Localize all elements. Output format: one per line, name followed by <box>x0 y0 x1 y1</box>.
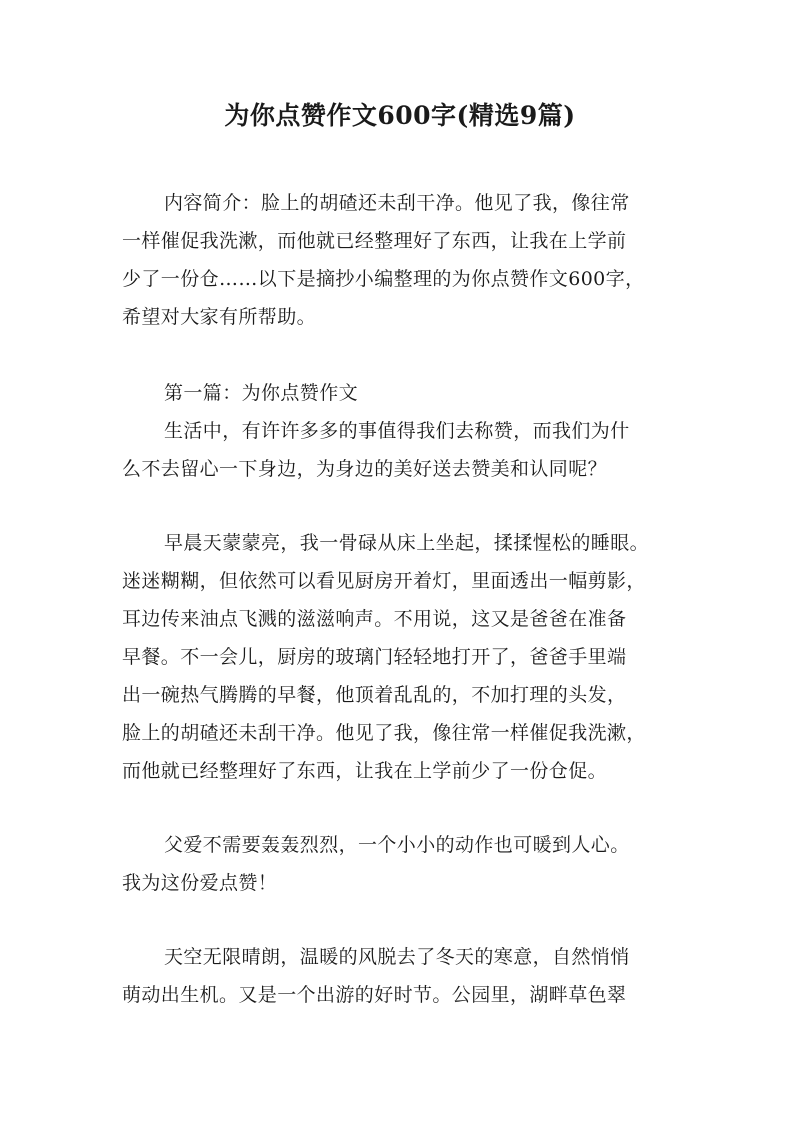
intro-paragraph <box>122 184 682 336</box>
paragraph-line: 我为这份爱点赞！ <box>122 872 278 894</box>
intro-line: 少了一份仓……以下是摘抄小编整理的为你点赞作文600字， <box>122 268 645 290</box>
paragraph-line: 天空无限晴朗，温暖的风脱去了冬天的寒意，自然悄悄 <box>164 946 630 968</box>
paragraph-line: 生活中，有许许多多的事值得我们去称赞，而我们为什 <box>164 420 630 442</box>
paragraph-line: 么不去留心一下身边，为身边的美好送去赞美和认同呢？ <box>122 458 608 480</box>
paragraph-line: 耳边传来油点飞溅的滋滋响声。不用说，这又是爸爸在准备 <box>122 608 627 630</box>
section-1-paragraph-2 <box>122 524 682 790</box>
paragraph-line: 出一碗热气腾腾的早餐，他顶着乱乱的，不加打理的头发， <box>122 684 627 706</box>
intro-line: 一样催促我洗漱，而他就已经整理好了东西，让我在上学前 <box>122 230 627 252</box>
section-1-paragraph-4 <box>122 938 682 1014</box>
paragraph-line: 迷迷糊糊，但依然可以看见厨房开着灯，里面透出一幅剪影， <box>122 570 646 592</box>
section-heading: 第一篇：为你点赞作文 <box>164 382 359 404</box>
section-1-heading-block <box>122 374 682 412</box>
paragraph-line: 早晨天蒙蒙亮，我一骨碌从床上坐起，揉揉惺松的睡眼。 <box>164 532 650 554</box>
paragraph-line: 而他就已经整理好了东西，让我在上学前少了一份仓促。 <box>122 760 608 782</box>
document-title: 为你点赞作文600字(精选9篇) <box>224 101 576 130</box>
intro-line: 内容简介：脸上的胡碴还未刮干净。他见了我，像往常 <box>164 192 630 214</box>
paragraph-line: 脸上的胡碴还未刮干净。他见了我，像往常一样催促我洗漱， <box>122 722 646 744</box>
intro-line: 希望对大家有所帮助。 <box>122 306 317 328</box>
paragraph-line: 萌动出生机。又是一个出游的好时节。公园里，湖畔草色翠 <box>122 984 627 1006</box>
section-1-paragraph-1 <box>122 412 682 488</box>
section-1-paragraph-3 <box>122 826 682 902</box>
paragraph-line: 早餐。不一会儿，厨房的玻璃门轻轻地打开了，爸爸手里端 <box>122 646 627 668</box>
paragraph-line: 父爱不需要轰轰烈烈，一个小小的动作也可暖到人心。 <box>164 834 630 856</box>
